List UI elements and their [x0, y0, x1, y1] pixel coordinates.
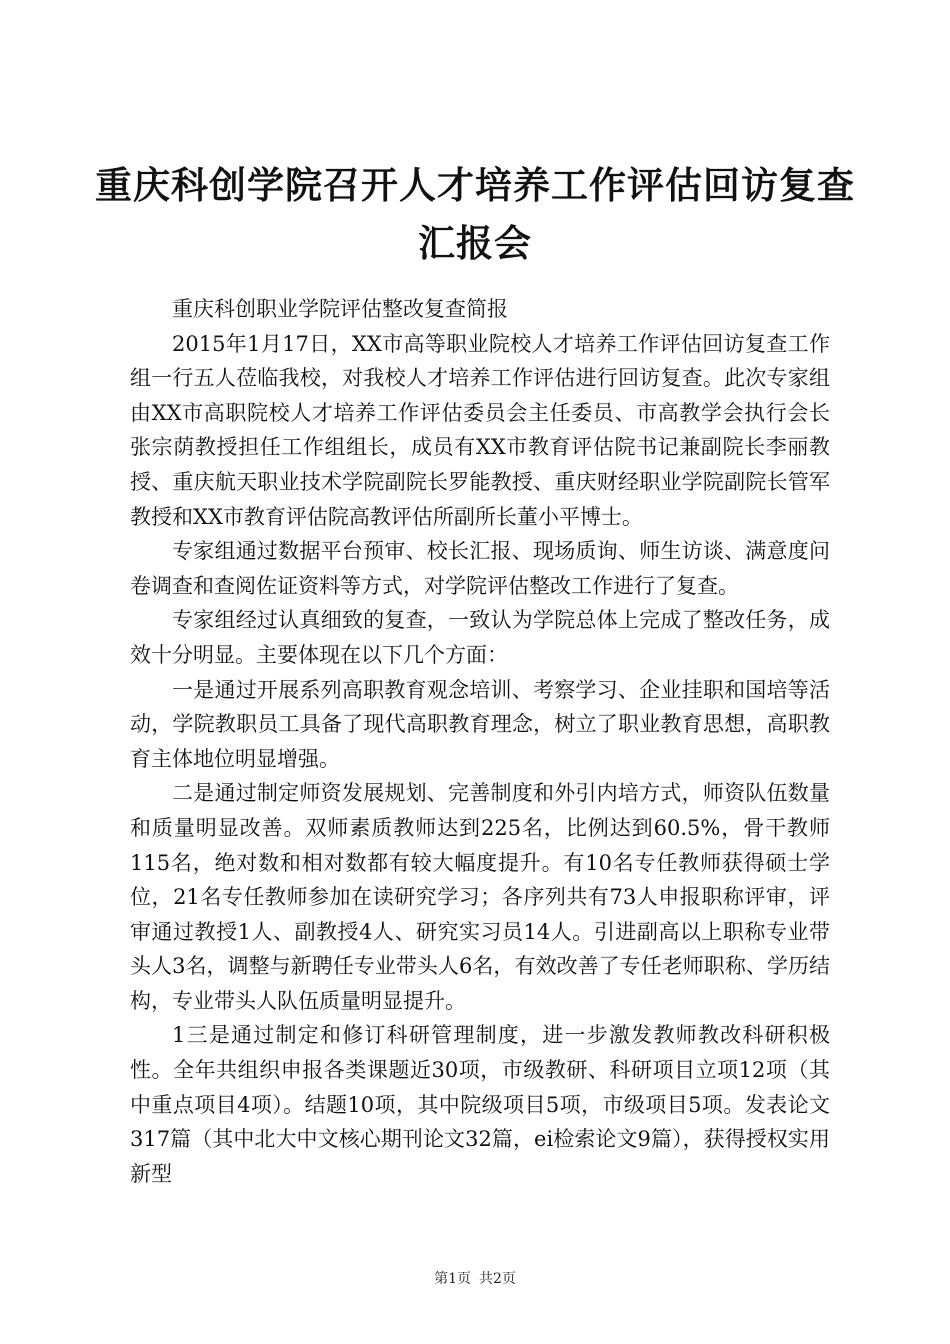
body-paragraph: 二是通过制定师资发展规划、完善制度和外引内培方式，师资队伍数量和质量明显改善。双师素质教师达到225名，比例达到60.5%，骨干教师115名，绝对数和相对数都有较大幅度提升。有10名专任教师获得硕士学位，21名专任教师参加在读研究学习；各序列共有73人申报职称评审，评审通过教授1人、副教授4人、研究实习员14人。引进副高以上职称专业带头人3名，调整与新聘任专业带头人6名，有效改善了专任老师职称、学历结构，专业带头人队伍质量明显提升。	[130, 781, 830, 1013]
body-paragraph: 2015年1月17日，XX市高等职业院校人才培养工作评估回访复查工作组一行五人莅临我校，对我校人才培养工作评估进行回访复查。此次专家组由XX市高职院校人才培养工作评估委员会主任委员、市高教学会执行会长张宗荫教授担任工作组组长，成员有XX市教育评估院书记兼副院长李丽教授、重庆航天职业技术学院副院长罗能教授、重庆财经职业学院副院长管军教授和XX市教育评估院高教评估所副所长董小平博士。	[130, 331, 830, 529]
page-total: 共2页	[479, 1271, 516, 1287]
document-body	[130, 292, 830, 1191]
page-number: 第1页	[434, 1271, 471, 1287]
body-paragraph: 1三是通过制定和修订科研管理制度，进一步激发教师教改科研积极性。全年共组织申报各类课题近30项，市级教研、科研项目立项12项（其中重点项目4项）。结题10项，其中院级项目5项，市级项目5项。发表论文317篇（其中北大中文核心期刊论文32篇，ei检索论文9篇），获得授权实用新型	[130, 1023, 830, 1186]
document-title-line-1: 重庆科创学院召开人才培养工作评估回访复查	[95, 163, 855, 207]
body-paragraph: 专家组通过数据平台预审、校长汇报、现场质询、师生访谈、满意度问卷调查和查阅佐证资料等方式，对学院评估整改工作进行了复查。	[130, 539, 830, 598]
body-paragraph: 专家组经过认真细致的复查，一致认为学院总体上完成了整改任务，成效十分明显。主要体现在以下几个方面：	[130, 608, 830, 667]
page-footer	[0, 1270, 950, 1288]
subtitle-paragraph: 重庆科创职业学院评估整改复查简报	[172, 297, 508, 321]
body-paragraph: 一是通过开展系列高职教育观念培训、考察学习、企业挂职和国培等活动，学院教职员工具备了现代高职教育理念，树立了职业教育思想，高职教育主体地位明显增强。	[130, 677, 830, 771]
document-title-line-2: 汇报会	[418, 221, 532, 265]
